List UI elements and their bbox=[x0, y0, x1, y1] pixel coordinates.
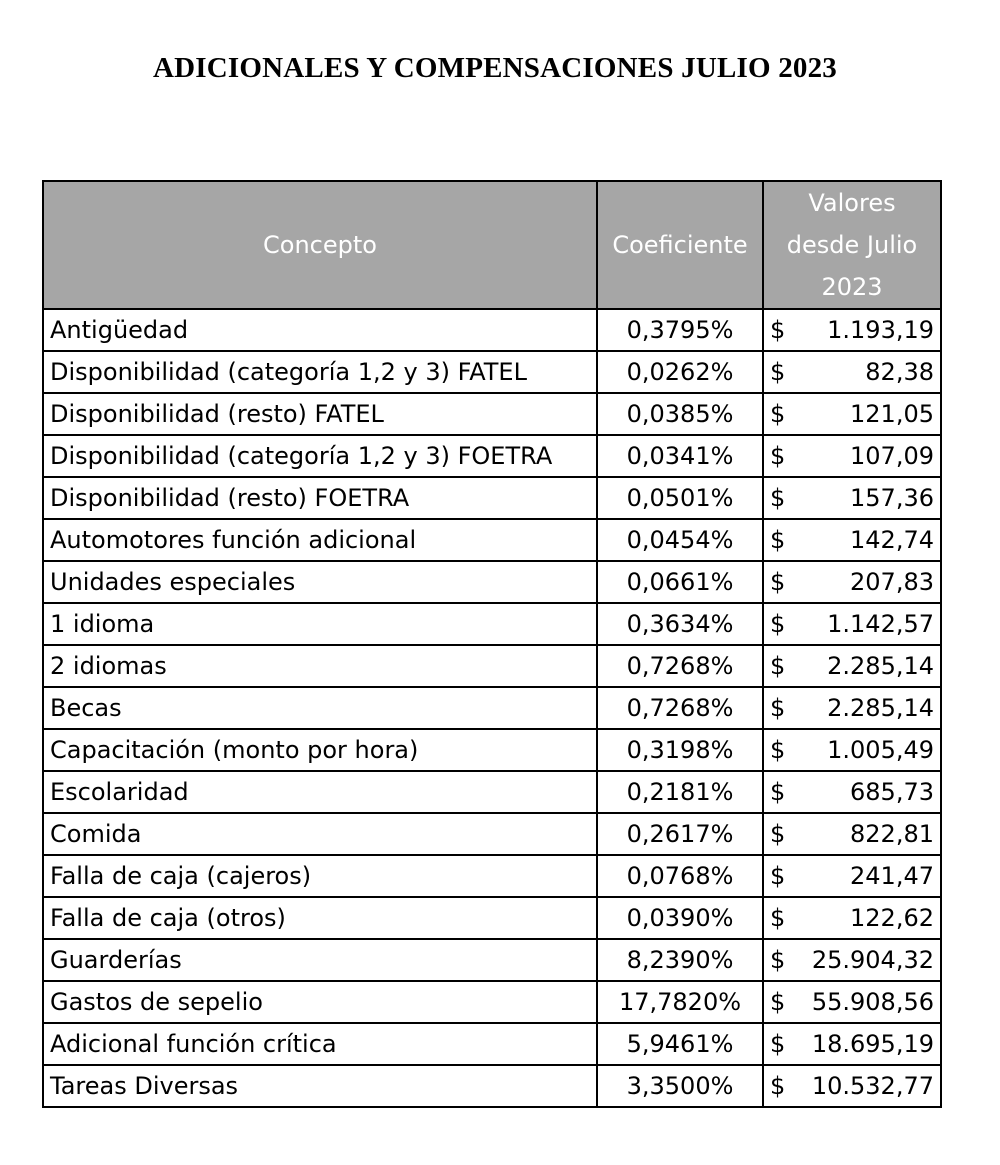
coefficient-cell: 0,2181% bbox=[597, 771, 763, 813]
amount-value: 82,38 bbox=[865, 358, 934, 386]
amount-value: 685,73 bbox=[850, 778, 934, 806]
amount-value: 1.193,19 bbox=[827, 316, 934, 344]
currency-symbol: $ bbox=[770, 862, 786, 890]
concept-cell: Guarderías bbox=[43, 939, 597, 981]
table-row bbox=[43, 309, 941, 351]
header-value bbox=[763, 181, 941, 309]
currency-symbol: $ bbox=[770, 316, 786, 344]
coefficient-cell: 17,7820% bbox=[597, 981, 763, 1023]
value-cell bbox=[763, 603, 941, 645]
coefficient-cell: 0,0390% bbox=[597, 897, 763, 939]
value-cell bbox=[763, 687, 941, 729]
value-cell bbox=[763, 561, 941, 603]
table-row bbox=[43, 435, 941, 477]
currency-symbol: $ bbox=[770, 694, 786, 722]
currency-symbol: $ bbox=[770, 820, 786, 848]
value-cell bbox=[763, 351, 941, 393]
currency-symbol: $ bbox=[770, 1030, 786, 1058]
compensation-table bbox=[42, 180, 942, 1108]
table-row bbox=[43, 1065, 941, 1107]
currency-symbol: $ bbox=[770, 946, 786, 974]
amount-value: 55.908,56 bbox=[811, 988, 934, 1016]
value-cell bbox=[763, 981, 941, 1023]
concept-cell: Becas bbox=[43, 687, 597, 729]
coefficient-cell: 0,0768% bbox=[597, 855, 763, 897]
table-row bbox=[43, 603, 941, 645]
value-cell bbox=[763, 519, 941, 561]
concept-cell: Automotores función adicional bbox=[43, 519, 597, 561]
amount-value: 121,05 bbox=[850, 400, 934, 428]
table-row bbox=[43, 981, 941, 1023]
table-row bbox=[43, 813, 941, 855]
table-header-row bbox=[43, 181, 941, 309]
coefficient-cell: 0,2617% bbox=[597, 813, 763, 855]
coefficient-cell: 0,0661% bbox=[597, 561, 763, 603]
amount-value: 1.005,49 bbox=[827, 736, 934, 764]
concept-cell: Disponibilidad (resto) FATEL bbox=[43, 393, 597, 435]
currency-symbol: $ bbox=[770, 568, 786, 596]
amount-value: 10.532,77 bbox=[811, 1072, 934, 1100]
coefficient-cell: 5,9461% bbox=[597, 1023, 763, 1065]
coefficient-cell: 3,3500% bbox=[597, 1065, 763, 1107]
concept-cell: Disponibilidad (categoría 1,2 y 3) FATEL bbox=[43, 351, 597, 393]
amount-value: 25.904,32 bbox=[811, 946, 934, 974]
table-row bbox=[43, 687, 941, 729]
header-value-line3: 2023 bbox=[821, 273, 883, 301]
table-body bbox=[43, 309, 941, 1107]
value-cell bbox=[763, 645, 941, 687]
concept-cell: Falla de caja (otros) bbox=[43, 897, 597, 939]
coefficient-cell: 0,0341% bbox=[597, 435, 763, 477]
table-row bbox=[43, 1023, 941, 1065]
amount-value: 2.285,14 bbox=[827, 652, 934, 680]
value-cell bbox=[763, 729, 941, 771]
coefficient-cell: 0,0385% bbox=[597, 393, 763, 435]
table-row bbox=[43, 477, 941, 519]
table-row bbox=[43, 645, 941, 687]
amount-value: 241,47 bbox=[850, 862, 934, 890]
currency-symbol: $ bbox=[770, 400, 786, 428]
value-cell bbox=[763, 897, 941, 939]
value-cell bbox=[763, 435, 941, 477]
concept-cell: Comida bbox=[43, 813, 597, 855]
concept-cell: Tareas Diversas bbox=[43, 1065, 597, 1107]
table-row bbox=[43, 351, 941, 393]
header-value-line1: Valores bbox=[808, 189, 896, 217]
amount-value: 18.695,19 bbox=[811, 1030, 934, 1058]
currency-symbol: $ bbox=[770, 652, 786, 680]
amount-value: 157,36 bbox=[850, 484, 934, 512]
amount-value: 107,09 bbox=[850, 442, 934, 470]
amount-value: 2.285,14 bbox=[827, 694, 934, 722]
table-row bbox=[43, 561, 941, 603]
concept-cell: Unidades especiales bbox=[43, 561, 597, 603]
coefficient-cell: 0,3795% bbox=[597, 309, 763, 351]
currency-symbol: $ bbox=[770, 610, 786, 638]
table-row bbox=[43, 939, 941, 981]
concept-cell: 2 idiomas bbox=[43, 645, 597, 687]
currency-symbol: $ bbox=[770, 358, 786, 386]
coefficient-cell: 0,3634% bbox=[597, 603, 763, 645]
page-title: ADICIONALES Y COMPENSACIONES JULIO 2023 bbox=[152, 52, 838, 84]
concept-cell: Escolaridad bbox=[43, 771, 597, 813]
coefficient-cell: 0,0501% bbox=[597, 477, 763, 519]
value-cell bbox=[763, 1065, 941, 1107]
concept-cell: Disponibilidad (categoría 1,2 y 3) FOETRA bbox=[43, 435, 597, 477]
header-coefficient: Coeficiente bbox=[597, 181, 763, 309]
coefficient-cell: 0,0454% bbox=[597, 519, 763, 561]
concept-cell: 1 idioma bbox=[43, 603, 597, 645]
coefficient-cell: 0,0262% bbox=[597, 351, 763, 393]
concept-cell: Disponibilidad (resto) FOETRA bbox=[43, 477, 597, 519]
table-row bbox=[43, 729, 941, 771]
value-cell bbox=[763, 309, 941, 351]
concept-cell: Adicional función crítica bbox=[43, 1023, 597, 1065]
value-cell bbox=[763, 939, 941, 981]
currency-symbol: $ bbox=[770, 736, 786, 764]
amount-value: 822,81 bbox=[850, 820, 934, 848]
currency-symbol: $ bbox=[770, 484, 786, 512]
currency-symbol: $ bbox=[770, 1072, 786, 1100]
amount-value: 122,62 bbox=[850, 904, 934, 932]
coefficient-cell: 8,2390% bbox=[597, 939, 763, 981]
value-cell bbox=[763, 477, 941, 519]
header-concept: Concepto bbox=[43, 181, 597, 309]
currency-symbol: $ bbox=[770, 988, 786, 1016]
value-cell bbox=[763, 771, 941, 813]
currency-symbol: $ bbox=[770, 442, 786, 470]
value-cell bbox=[763, 1023, 941, 1065]
table-row bbox=[43, 897, 941, 939]
table-row bbox=[43, 855, 941, 897]
concept-cell: Falla de caja (cajeros) bbox=[43, 855, 597, 897]
currency-symbol: $ bbox=[770, 526, 786, 554]
header-value-line2: desde Julio bbox=[786, 231, 918, 259]
table-row bbox=[43, 771, 941, 813]
coefficient-cell: 0,7268% bbox=[597, 645, 763, 687]
concept-cell: Gastos de sepelio bbox=[43, 981, 597, 1023]
value-cell bbox=[763, 813, 941, 855]
concept-cell: Capacitación (monto por hora) bbox=[43, 729, 597, 771]
amount-value: 207,83 bbox=[850, 568, 934, 596]
amount-value: 1.142,57 bbox=[827, 610, 934, 638]
table-row bbox=[43, 393, 941, 435]
table-row bbox=[43, 519, 941, 561]
value-cell bbox=[763, 393, 941, 435]
value-cell bbox=[763, 855, 941, 897]
coefficient-cell: 0,7268% bbox=[597, 687, 763, 729]
currency-symbol: $ bbox=[770, 778, 786, 806]
concept-cell: Antigüedad bbox=[43, 309, 597, 351]
currency-symbol: $ bbox=[770, 904, 786, 932]
coefficient-cell: 0,3198% bbox=[597, 729, 763, 771]
amount-value: 142,74 bbox=[850, 526, 934, 554]
